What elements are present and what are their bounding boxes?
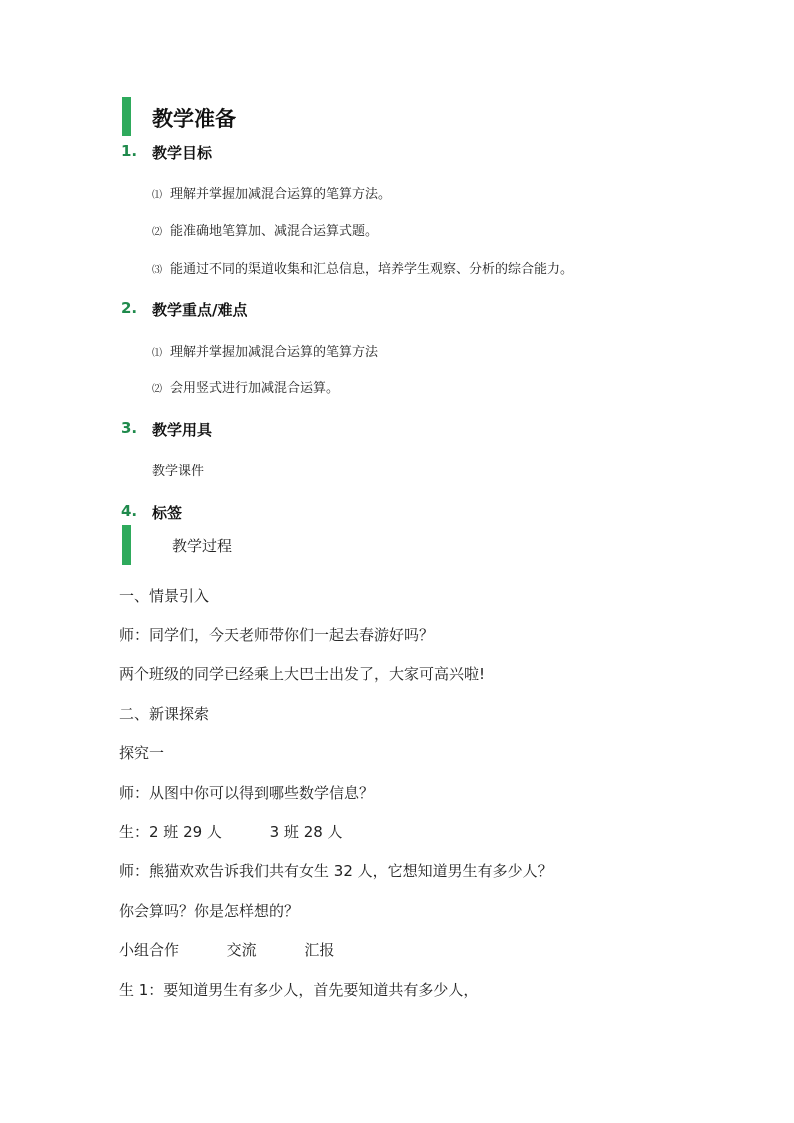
- paragraph: 两个班级的同学已经乘上大巴士出发了，大家可高兴啦!: [119, 665, 486, 683]
- heading-number: 1.: [121, 142, 138, 160]
- list-item-text: 理解并掌握加减混合运算的笔算方法: [170, 345, 379, 360]
- list-item-text: 理解并掌握加减混合运算的笔算方法。: [170, 187, 392, 202]
- heading-number: 2.: [121, 299, 138, 317]
- list-item-text: 会用竖式进行加减混合运算。: [170, 381, 340, 396]
- heading-number: 4.: [121, 502, 138, 520]
- paragraph: 小组合作 交流 汇报: [119, 941, 335, 959]
- paragraph: 你会算吗？你是怎样想的？: [119, 902, 300, 920]
- list-item-text: 能准确地笔算加、减混合运算式题。: [170, 224, 379, 239]
- section-accent-bar: [122, 97, 131, 136]
- paragraph: 师：从图中你可以得到哪些数学信息？: [119, 784, 375, 802]
- paragraph: 师：熊猫欢欢告诉我们共有女生 32 人，它想知道男生有多少人？: [119, 862, 553, 880]
- teaching-tools-text: 教学课件: [152, 464, 205, 479]
- list-marker: ⑴: [152, 348, 162, 359]
- list-item: [152, 183, 391, 202]
- process-accent-bar: [122, 525, 131, 565]
- paragraph: 二、新课探索: [119, 705, 210, 723]
- section-title: 教学准备: [152, 107, 236, 131]
- paragraph: 探究一: [119, 744, 165, 762]
- list-item: [152, 341, 378, 360]
- paragraph: 师：同学们，今天老师带你们一起去春游好吗？: [119, 626, 435, 644]
- heading-tags: 标签: [152, 504, 183, 522]
- heading-key-points: 教学重点/难点: [152, 301, 248, 319]
- paragraph: 生：2 班 29 人 3 班 28 人: [119, 823, 343, 841]
- list-marker: ⑵: [152, 384, 162, 395]
- list-marker: ⑶: [152, 265, 162, 276]
- list-item-text: 能通过不同的渠道收集和汇总信息，培养学生观察、分析的综合能力。: [170, 262, 574, 277]
- list-item: [152, 258, 573, 277]
- paragraph: 生 1：要知道男生有多少人，首先要知道共有多少人，: [119, 981, 479, 999]
- heading-teaching-goals: 教学目标: [152, 144, 213, 162]
- paragraph: 一、情景引入: [119, 587, 210, 605]
- heading-teaching-tools: 教学用具: [152, 421, 213, 439]
- process-title: 教学过程: [172, 537, 233, 555]
- heading-number: 3.: [121, 419, 138, 437]
- list-marker: ⑵: [152, 227, 162, 238]
- list-marker: ⑴: [152, 190, 162, 201]
- list-item: [152, 377, 339, 396]
- list-item: [152, 220, 378, 239]
